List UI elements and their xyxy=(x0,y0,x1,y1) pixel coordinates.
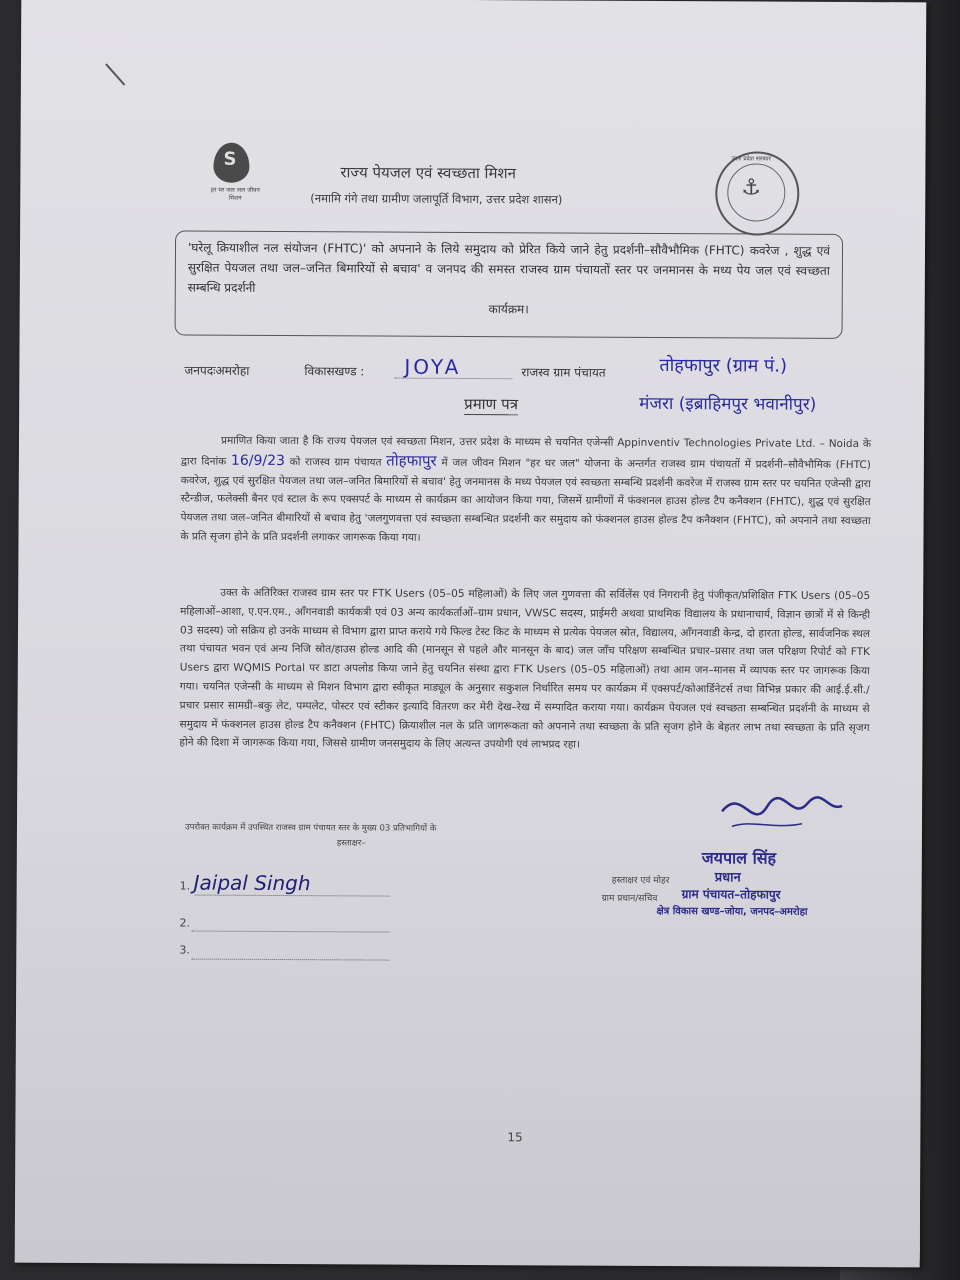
program-title-box: 'घरेलू क्रियाशील नल संयोजन (FHTC)' को अपनाने के लिये समुदाय को प्रेरित किये जाने हेतु प्रदर्शनी–सौवैभौमिक (FHTC) कवरेज , शुद्ध एवं सुरक्षित पेयजल तथा जल–जनित बिमारियों से बचाव' व जनपद की समस्त राजस्व ग्राम पंचायतों स्तर पर जनमानस के मध्य पेय जल एवं स्वच्छता सम्बन्धि प्रदर्शनी कार्यक्रम। xyxy=(175,230,844,338)
har-ghar-jal-logo: S हर घर जल जल जीवन मिशन xyxy=(205,139,265,219)
date-handwritten: 16/9/23 xyxy=(230,452,285,469)
participant-line-2: 2. xyxy=(179,916,191,930)
signatory-role-label: ग्राम प्रधान/सचिव xyxy=(601,893,658,904)
pen-mark xyxy=(105,63,125,85)
signatory-name-stamp: जयपाल सिंह xyxy=(701,848,777,868)
pradhan-signature xyxy=(712,781,852,852)
document-page: S हर घर जल जल जीवन मिशन राज्य पेयजल एवं स्वच्छता मिशन (नमामि गंगे तथा ग्रामीण जलापूर्ति विभाग, उत्तर प्रदेश शासन) उत्तर प्रदेश सरकार ⚓ 'घरेलू क्रियाशील नल संयोजन (FHTC)' को अपनाने के लिये समुदाय को प्रेरित किये जाने हेतु प्रदर्शनी–सौवैभौमिक (FHTC) कवरेज , शुद्ध एवं सुरक्षित पेयजल तथा जल–जनित बिमारियों से बचाव' व जनपद की समस्त राजस्व ग्राम पंचायतों स्तर पर जनमानस के मध्य पेय जल एवं स्वच्छता सम्बन्धि प्रदर्शनी कार्यक्रम। जनपदःअमरोहा विकासखण्ड : JOYA राजस्व ग्राम पंचायत तोहफापुर (ग्राम पं.) मंजरा (इब्राहिमपुर भवानीपुर) प्रमाण पत्र प्रमाणित किया जाता है कि राज्य पेयजल एवं स्वच्छता मिशन, उत्तर प्रदेश के माध्यम से चयनित एजेन्सी Appinventiv Technologies Private Ltd. – Noida के द्वारा दिनांक 16/9/23 को राजस्व ग्राम पंचायत तोहफापुर में जल जीवन मिशन "हर घर जल" योजना के अन्तर्गत राजस्व ग्राम पंचायतों में प्रदर्शनी–सौवैभौमिक (FHTC) कवरेज, शुद्ध एवं सुरक्षित पेयजल तथा जल–जनित बिमारियों से बचाव' हेतु जनमानस के मध्य पेयजल एवं स्वच्छता सम्बन्धि प्रदर्शनी कवरेज में राजस्व ग्राम स्तर पर चयनित एजेन्सी द्वारा स्टैन्डीज, फलेक्सी बैनर एवं स्टाल के रूप एक्सपर्ट के माध्यम से कार्यक्रम का आयोजन किया गया, जिसमें ग्रामीणों में फंक्शनल हाउस होल्ड टैप कनैक्शन (FHTC), शुद्ध एवं सुरक्षित पेयजल तथा जल–जनित बीमारियों से बचाव हेतु 'जलगुणवत्ता एवं स्वच्छता सम्बन्धित प्रदर्शनी कर समुदाय को फंक्शनल हाउस होल्ड टैप कनैक्शन (FHTC), को अपनाने तथा स्वच्छता के प्रति सृजग होने के प्रति प्रदर्शनी लगाकर जागरूक किया गया। उक्त के अतिरिक्त राजस्व ग्राम स्तर पर FTK Users (05–05 महिलाओं) के लिए जल गुणवत्ता की सर्विलेंस एवं निगरानी हेतु पंजीकृत/प्रशिक्षित FTK Users (05–05 महिलाओं–आशा, ए.एन.एम., आँगनवाडी कार्यकत्री एवं 03 अन्य कार्यकर्ताओं–ग्राम प्रधान, VWSC सदस्य, प्राईमरी अथवा प्राथमिक विद्यालय के प्रधानाचार्य, विज्ञान छात्रों में से किन्ही 03 सदस्य) जो सक्रिय हो उनके माध्यम से विभाग द्वारा प्राप्त कराये गये फिल्ड टेस्ट किट के माध्यम से प्रत्येक पेयजल स्रोत, विद्यालय, आँगनवाडी केन्द्र, दो हारता होल्ड, सार्वजनिक स्थल तथा पंचायत भवन एवं अन्य निजि स्रोत/हाउस होल्ड आदि की (मानसून से पहले और मानसून के बाद) जल जाँच परिक्षण सम्बन्धित प्रचार–प्रसार तथा जल परिक्षण रिपोर्ट को FTK Users द्वारा WQMIS Portal पर डाटा अपलोड किया जाने हेतु चयनित संस्था द्वारा FTK Users (05–05 महिलाओं) तथा आम जन–मानस में व्यापक स्तर पर जागरूक किया गया। चयनित एजेन्सी के माध्यम से मिशन विभाग द्वारा स्वीकृत माड्यूल के अनुसार सकुशल निर्धारित समय पर कार्यक्रम में एक्सपर्ट/कोआर्डिनेटर्स तथा विभिन्न प्रकार की आई.ई.सी./प्रचार प्रसार सामग्री–बकु लेट, पम्पलेट, पोस्टर एवं स्टीकर इत्यादि वितरण कर मेरी देख–रेख में सम्पादित कराया गया। कार्यक्रम पेयजल एवं स्वच्छता सम्बन्धित प्रदर्शनी के माध्यम से समुदाय में फंक्शनल हाउस होल्ड टैप कनैक्शन (FHTC) क्रियाशील नल के प्रति जागरूकता को अपनाने तथा स्वच्छता के प्रति सृजग होने के बेहतर लाभ तथा स्वच्छता के प्रति सृजग होने की दिशा में जागरूक किया गया, जिससे ग्रामीण जनसमुदाय के लिए अत्यन्त उपयोगी एवं लाभप्रद रहा। उपरोक्त कार्यक्रम में उपस्थित राजस्व ग्राम पंचायत स्तर के मुख्य 03 प्रतिभागियों के हस्ताक्षर– 1. Jaipal Singh 2. 3. जयपाल सिंह हस्ताक्षर एवं मोहर प्रधान ग्राम प्रधान/सचिव ग्राम पंचायत–तोहफापुर क्षेत्र विकास खण्ड–जोया, जनपद–अमरोहा 15 xyxy=(15,0,927,1267)
mission-subtitle: (नमामि गंगे तथा ग्रामीण जलापूर्ति विभाग, उत्तर प्रदेश शासन) xyxy=(310,191,563,207)
participants-note: उपरोक्त कार्यक्रम में उपस्थित राजस्व ग्राम पंचायत स्तर के मुख्य 03 प्रतिभागियों के xyxy=(184,822,437,834)
up-government-seal: उत्तर प्रदेश सरकार ⚓ xyxy=(715,151,799,235)
district-field: जनपदःअमरोहा xyxy=(184,363,250,378)
signatory-role-stamp: प्रधान xyxy=(714,870,741,886)
participant-signature: Jaipal Singh xyxy=(193,870,311,896)
block-value-handwritten: JOYA xyxy=(404,354,462,379)
page-number: 15 xyxy=(507,1130,523,1145)
block-label: विकासखण्ड : xyxy=(304,364,365,379)
certificate-paragraph-2: उक्त के अतिरिक्त राजस्व ग्राम स्तर पर FTK Users (05–05 महिलाओं) के लिए जल गुणवत्ता की सर्विलेंस एवं निगरानी हेतु पंजीकृत/प्रशिक्षित FTK Users (05–05 महिलाओं–आशा, ए.एन.एम., आँगनवाडी कार्यकत्री एवं 03 अन्य कार्यकर्ताओं–ग्राम प्रधान, VWSC सदस्य, प्राईमरी अथवा प्राथमिक विद्यालय के प्रधानाचार्य, विज्ञान छात्रों में से किन्ही 03 सदस्य) जो सक्रिय हो उनके माध्यम से विभाग द्वारा प्राप्त कराये गये फिल्ड टेस्ट किट के माध्यम से प्रत्येक पेयजल स्रोत, विद्यालय, आँगनवाडी केन्द्र, दो हारता होल्ड, सार्वजनिक स्थल तथा पंचायत भवन एवं अन्य निजि स्रोत/हाउस होल्ड आदि की (मानसून से पहले और मानसून के बाद) जल जाँच परिक्षण सम्बन्धित प्रचार–प्रसार तथा जल परिक्षण रिपोर्ट को FTK Users द्वारा WQMIS Portal पर डाटा अपलोड किया जाने हेतु चयनित संस्था द्वारा FTK Users (05–05 महिलाओं) तथा आम जन–मानस में व्यापक स्तर पर जागरूक किया गया। चयनित एजेन्सी के माध्यम से मिशन विभाग द्वारा स्वीकृत माड्यूल के अनुसार सकुशल निर्धारित समय पर कार्यक्रम में एक्सपर्ट/कोआर्डिनेटर्स तथा विभिन्न प्रकार की आई.ई.सी./प्रचार प्रसार सामग्री–बकु लेट, पम्पलेट, पोस्टर एवं स्टीकर इत्यादि वितरण कर मेरी देख–रेख में सम्पादित कराया गया। कार्यक्रम पेयजल एवं स्वच्छता सम्बन्धित प्रदर्शनी के माध्यम से समुदाय में फंक्शनल हाउस होल्ड टैप कनैक्शन (FHTC) क्रियाशील नल के प्रति जागरूकता को अपनाने तथा स्वच्छता के प्रति सृजग होने के बेहतर लाभ तथा स्वच्छता के प्रति सृजग होने की दिशा में जागरूक किया गया, जिससे ग्रामीण जनसमुदाय के लिए अत्यन्त उपयोगी एवं लाभप्रद रहा। xyxy=(179,586,871,751)
signature-label: हस्ताक्षर एवं मोहर xyxy=(611,875,670,887)
certificate-title: प्रमाण पत्र xyxy=(464,394,519,414)
panchayat-stamp: ग्राम पंचायत–तोहफापुर xyxy=(681,887,781,902)
certificate-paragraph-1: प्रमाणित किया जाता है कि राज्य पेयजल एवं स्वच्छता मिशन, उत्तर प्रदेश के माध्यम से चयनित एजेन्सी Appinventiv Technologies Private Ltd. – Noida के द्वारा दिनांक 16/9/23 को राजस्व ग्राम पंचायत तोहफापुर में जल जीवन मिशन "हर घर जल" योजना के अन्तर्गत राजस्व ग्राम पंचायतों में प्रदर्शनी–सौवैभौमिक (FHTC) कवरेज, शुद्ध एवं सुरक्षित पेयजल तथा जल–जनित बिमारियों से बचाव' हेतु जनमानस के मध्य पेयजल एवं स्वच्छता सम्बन्धि प्रदर्शनी कवरेज में राजस्व ग्राम स्तर पर चयनित एजेन्सी द्वारा स्टैन्डीज, फलेक्सी बैनर एवं स्टाल के रूप एक्सपर्ट के माध्यम से कार्यक्रम का आयोजन किया गया, जिसमें ग्रामीणों में फंक्शनल हाउस होल्ड टैप कनैक्शन (FHTC), शुद्ध एवं सुरक्षित पेयजल तथा जल–जनित बीमारियों से बचाव हेतु 'जलगुणवत्ता एवं स्वच्छता सम्बन्धित प्रदर्शनी कर समुदाय को फंक्शनल हाउस होल्ड टैप कनैक्शन (FHTC), को अपनाने तथा स्वच्छता के प्रति सृजग होने के प्रति प्रदर्शनी लगाकर जागरूक किया गया। xyxy=(180,434,872,544)
block-district-stamp: क्षेत्र विकास खण्ड–जोया, जनपद–अमरोहा xyxy=(656,905,808,918)
panchayat-value-handwritten: तोहफापुर (ग्राम पं.) xyxy=(659,354,788,377)
emblem-icon: ⚓ xyxy=(741,175,762,201)
village-handwritten: तोहफापुर xyxy=(386,451,437,470)
mission-title: राज्य पेयजल एवं स्वच्छता मिशन xyxy=(340,163,517,183)
panchayat-label: राजस्व ग्राम पंचायत xyxy=(521,365,606,380)
participant-line-1: 1. Jaipal Singh xyxy=(179,870,311,896)
panchayat-extra-handwritten: मंजरा (इब्राहिमपुर भवानीपुर) xyxy=(639,393,817,415)
participant-line-3: 3. xyxy=(179,943,190,957)
